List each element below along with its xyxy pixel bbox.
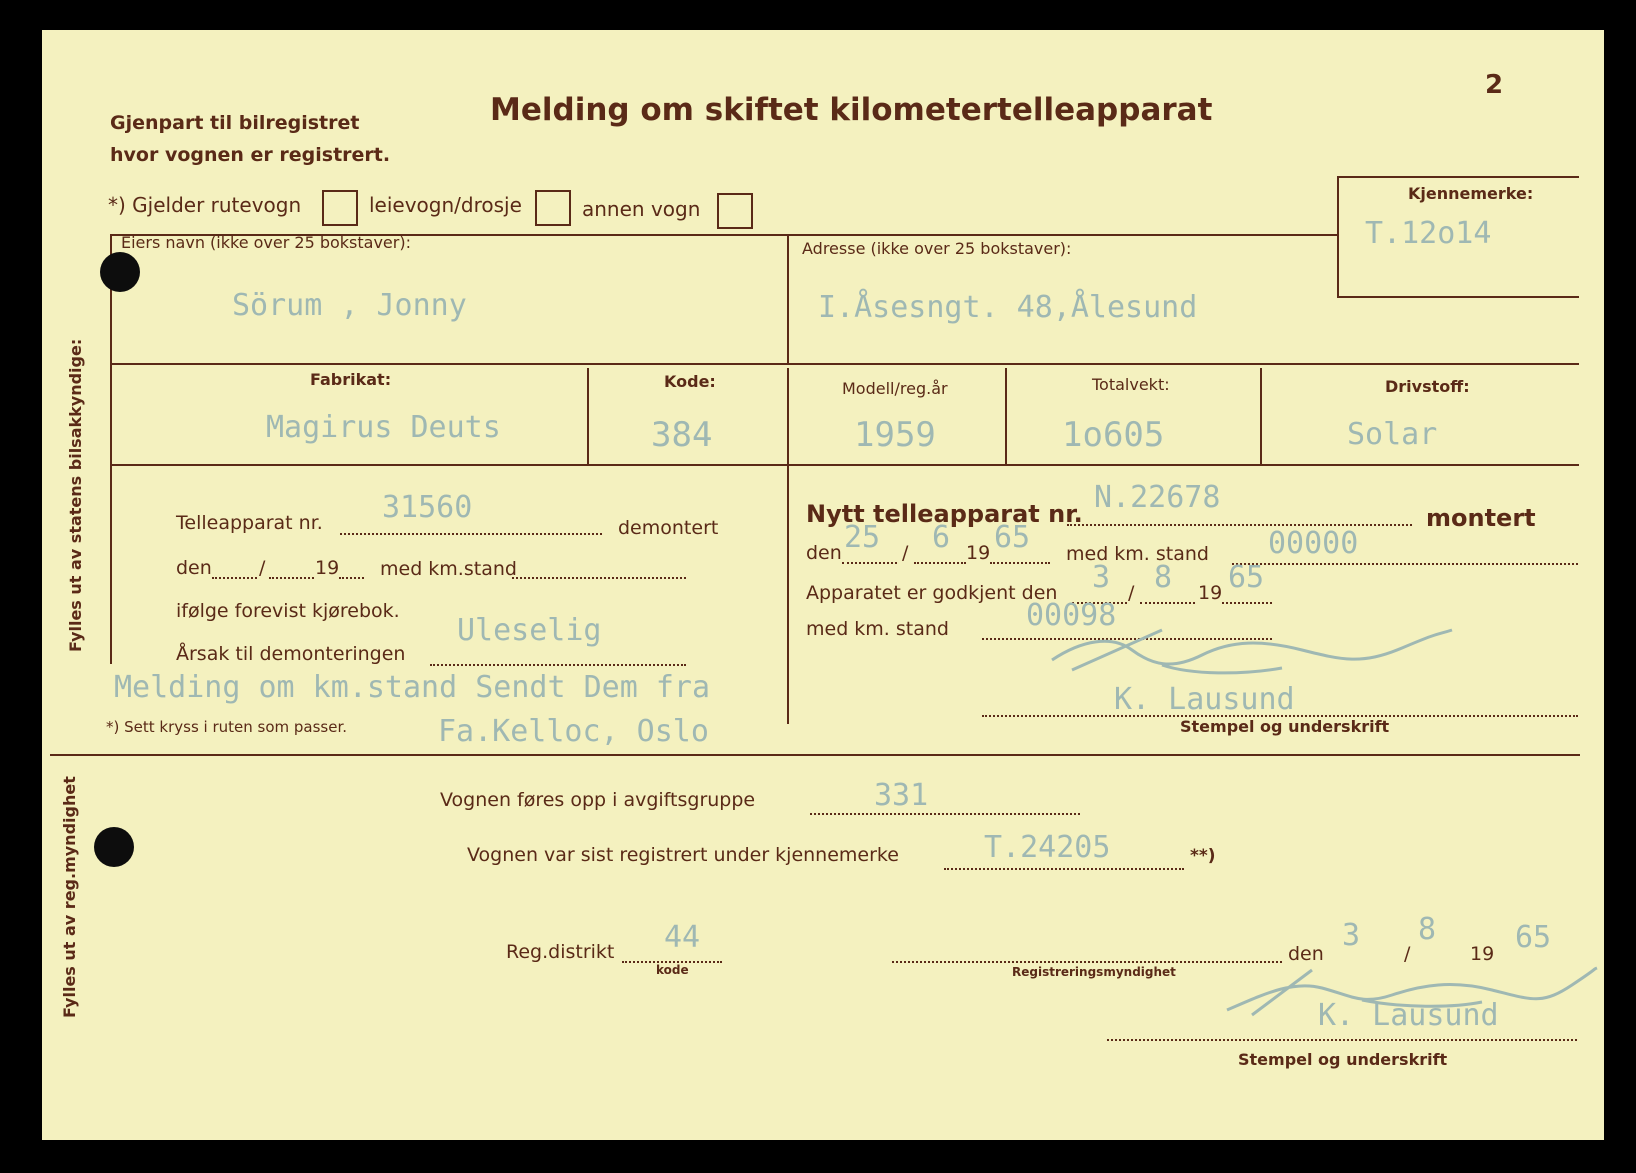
reg-year-prefix: 19	[1470, 943, 1495, 965]
new-km-label: med km. stand	[1066, 543, 1209, 565]
mount-year-prefix: 19	[966, 542, 991, 564]
fuel-value: Solar	[1347, 417, 1438, 452]
vehicle-row-bottom	[110, 464, 1579, 466]
fee-group-line	[810, 813, 1080, 815]
page-number: 2	[1485, 70, 1504, 100]
side-label-bottom: Fylles ut av reg.myndighet	[60, 776, 79, 1018]
date-slash: /	[902, 542, 909, 564]
checkbox-route-vehicle[interactable]	[322, 190, 358, 226]
owner-address-divider	[787, 234, 789, 364]
vehicle-divider-3	[1005, 368, 1007, 465]
vehicle-divider-2	[787, 368, 789, 465]
last-reg-suffix: **)	[1190, 846, 1216, 866]
address-value: I.Åsesngt. 48,Ålesund	[818, 290, 1198, 325]
old-year-prefix: 19	[315, 557, 340, 579]
mount-month: 6	[932, 520, 951, 555]
stamp-line-2	[1107, 1039, 1577, 1041]
logbook-label: ifølge forevist kjørebok.	[176, 600, 400, 622]
model-year-label: Modell/reg.år	[842, 379, 948, 398]
old-day-line	[212, 577, 257, 579]
mounted-label: montert	[1426, 504, 1536, 532]
km-stand-approved: 00098	[1026, 598, 1117, 633]
approved-month: 8	[1154, 560, 1173, 595]
reason-line	[430, 664, 686, 666]
checkbox-rental-taxi[interactable]	[535, 190, 571, 226]
approved-year-prefix: 19	[1198, 582, 1223, 604]
mount-day-line	[842, 562, 897, 564]
approved-km-label: med km. stand	[806, 618, 949, 640]
date-slash: /	[1404, 943, 1411, 965]
mount-month-line	[914, 562, 966, 564]
code-sublabel: kode	[656, 963, 689, 977]
new-meter-label: Nytt telleapparat nr.	[806, 500, 1083, 528]
inspector-signature	[1042, 620, 1462, 690]
reg-day: 3	[1342, 918, 1361, 953]
code-value: 384	[651, 415, 713, 455]
authority-name: K. Lausund	[1318, 998, 1499, 1033]
side-label-top: Fylles ut av statens bilsakkyndige:	[66, 338, 85, 652]
reg-den-label: den	[1288, 943, 1324, 965]
vehicle-row-top	[110, 363, 1579, 365]
owner-name-value: Sörum , Jonny	[232, 288, 467, 323]
reg-month: 8	[1418, 912, 1437, 947]
main-frame-left	[110, 234, 112, 664]
applies-option-rental: leievogn/drosje	[369, 193, 522, 217]
vehicle-divider-1	[587, 368, 589, 465]
km-stand-new: 00000	[1268, 526, 1359, 561]
model-year-value: 1959	[854, 415, 936, 455]
approved-month-line	[1140, 602, 1195, 604]
new-km-line	[1232, 563, 1578, 565]
date-slash: /	[1128, 582, 1135, 604]
district-code-value: 44	[664, 920, 701, 955]
district-label: Reg.distrikt	[506, 941, 615, 963]
copy-note-line2: hvor vognen er registrert.	[110, 144, 391, 166]
mount-day: 25	[844, 520, 881, 555]
reg-year: 65	[1515, 920, 1552, 955]
removed-label: demontert	[618, 517, 719, 539]
approved-year: 65	[1228, 560, 1265, 595]
old-den-label: den	[176, 557, 212, 579]
punch-hole-top	[100, 252, 140, 292]
fee-group-label: Vognen føres opp i avgiftsgruppe	[440, 789, 756, 811]
reg-box-left	[1337, 176, 1339, 298]
approved-label: Apparatet er godkjent den	[806, 582, 1058, 604]
new-meter-value: N.22678	[1094, 480, 1221, 515]
note-line1: Melding om km.stand Sendt Dem fra	[114, 670, 711, 705]
address-label: Adresse (ikke over 25 bokstaver):	[802, 239, 1072, 258]
fuel-label: Drivstoff:	[1385, 377, 1470, 396]
meter-section-divider	[787, 466, 789, 724]
stamp-label-2: Stempel og underskrift	[1238, 1050, 1448, 1069]
reg-box-bottom	[1337, 296, 1579, 298]
date-slash: /	[259, 557, 266, 579]
reg-mark-value: T.12o14	[1365, 216, 1492, 251]
punch-hole-bottom	[94, 827, 134, 867]
form-title: Melding om skiftet kilometertelleapparat	[490, 92, 1213, 128]
footnote: *) Sett kryss i ruten som passer.	[106, 718, 348, 736]
total-weight-label: Totalvekt:	[1092, 375, 1170, 394]
checkbox-other-vehicle[interactable]	[717, 193, 753, 229]
approved-year-line	[1222, 602, 1272, 604]
last-reg-label: Vognen var sist registrert under kjennemerke	[467, 844, 899, 866]
section-separator	[50, 754, 1580, 756]
old-meter-label: Telleapparat nr.	[176, 512, 323, 534]
stamp-label-1: Stempel og underskrift	[1180, 717, 1390, 736]
owner-label: Eiers navn (ikke over 25 bokstaver):	[121, 233, 411, 252]
mount-year: 65	[994, 520, 1031, 555]
applies-to-label: *) Gjelder rutevogn	[108, 193, 302, 217]
reason-value: Uleselig	[457, 613, 602, 648]
total-weight-value: 1o605	[1062, 415, 1165, 455]
make-value: Magirus Deuts	[266, 410, 501, 445]
reason-label: Årsak til demonteringen	[176, 643, 406, 665]
reg-mark-label: Kjennemerke:	[1408, 184, 1534, 203]
old-year-line	[339, 577, 364, 579]
last-reg-value: T.24205	[984, 830, 1111, 865]
vehicle-divider-4	[1260, 368, 1262, 465]
new-meter-line	[1067, 524, 1412, 526]
old-meter-value: 31560	[382, 490, 473, 525]
old-meter-line	[340, 533, 602, 535]
old-km-label: med km.stand	[380, 558, 517, 580]
mount-year-line	[990, 562, 1050, 564]
form-sheet	[42, 30, 1604, 1140]
authority-label: Registreringsmyndighet	[1012, 965, 1176, 979]
old-km-line	[512, 577, 686, 579]
code-label: Kode:	[664, 372, 716, 391]
make-label: Fabrikat:	[310, 370, 392, 389]
last-reg-line	[944, 868, 1184, 870]
new-den-label: den	[806, 542, 842, 564]
reg-box-top	[1337, 176, 1579, 178]
approved-day: 3	[1092, 560, 1111, 595]
copy-note-line1: Gjenpart til bilregistret	[110, 112, 360, 134]
applies-option-other: annen vogn	[582, 197, 701, 221]
note-line2: Fa.Kelloc, Oslo	[438, 714, 709, 749]
inspector-name: K. Lausund	[1114, 682, 1295, 717]
fee-group-value: 331	[874, 778, 929, 813]
old-month-line	[269, 577, 314, 579]
